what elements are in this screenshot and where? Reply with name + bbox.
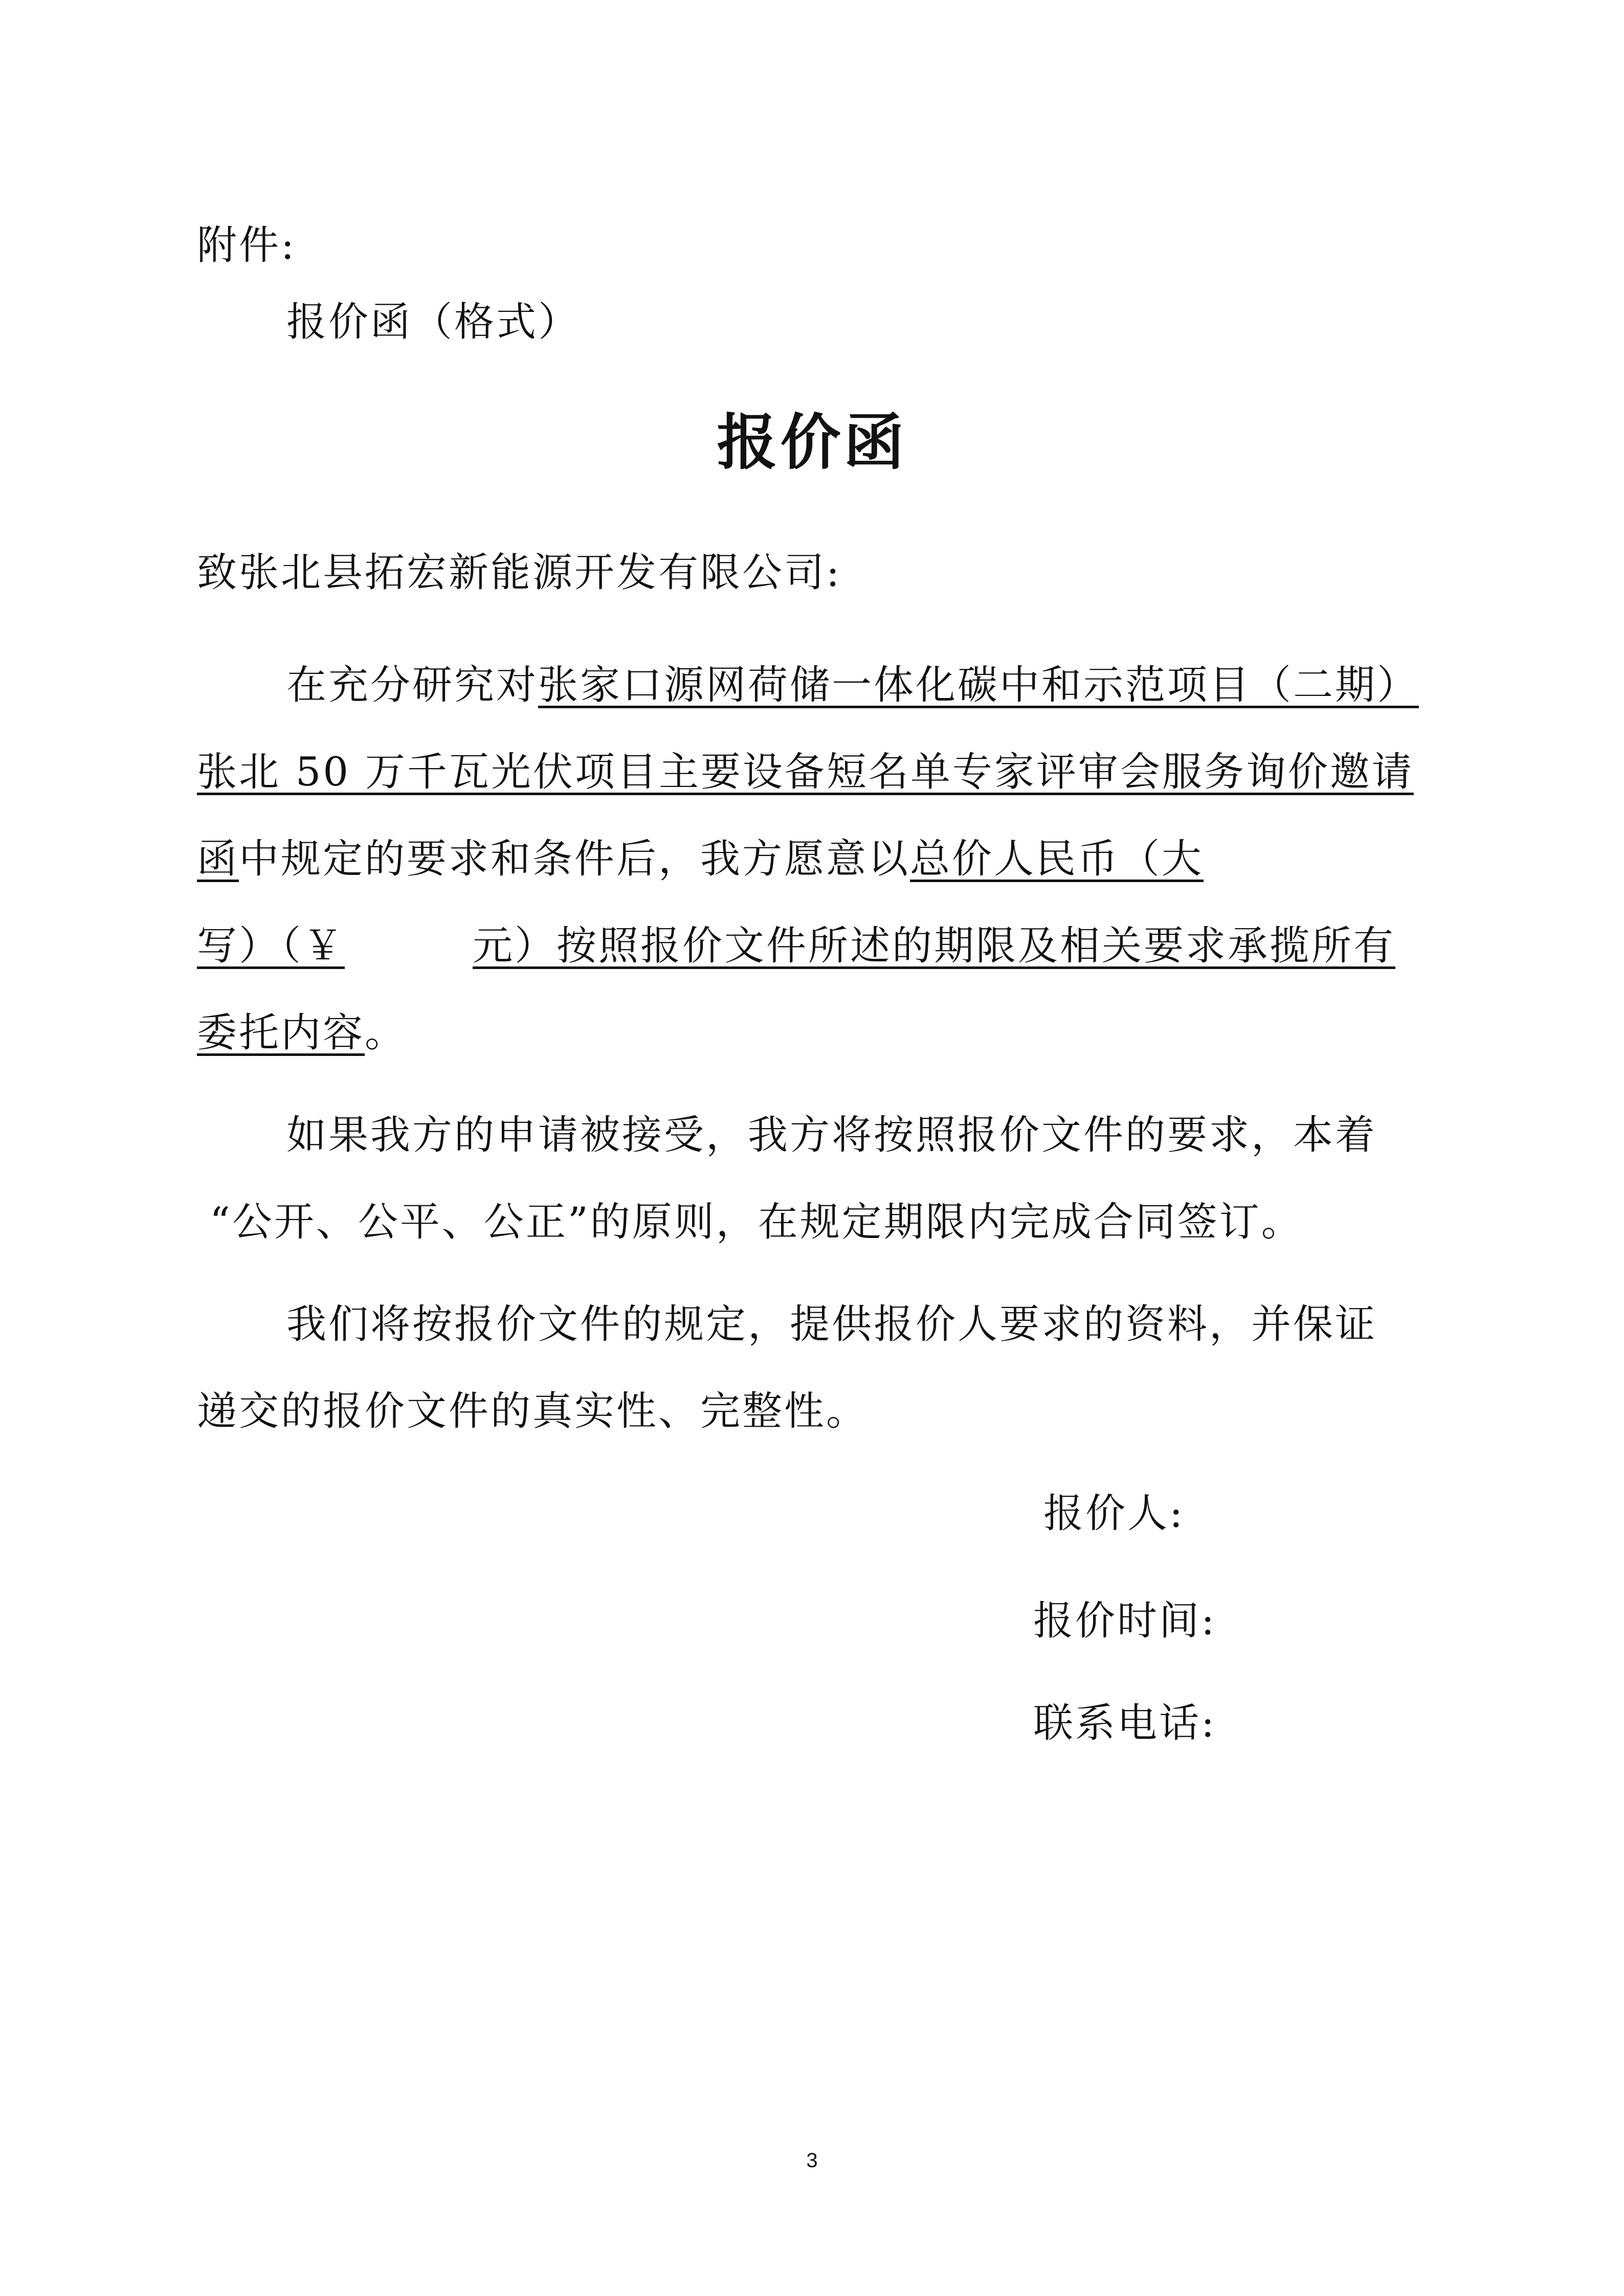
para2-line2: “公开、公平、公正”的原则，在规定期限内完成合同签订。 [210, 1199, 1303, 1245]
para1-line1 [286, 660, 1419, 711]
format-label: 报价函（格式） [286, 299, 581, 345]
para2-line1: 如果我方的申请被接受，我方将按照报价文件的要求，本着 [286, 1112, 1377, 1158]
scope-text: 委托内容 [197, 1010, 365, 1056]
addressee: 致张北县拓宏新能源开发有限公司: [197, 550, 842, 596]
para3-line1: 我们将按报价文件的规定，提供报价人要求的资料，并保证 [286, 1301, 1377, 1347]
project-name-part2: 张北 50 万千瓦光伏项目主要设备短名单专家评审会服务询价邀请 [197, 749, 1414, 795]
para1-line2 [197, 747, 1414, 798]
project-name-part3: 函 [197, 836, 239, 882]
contact-phone-label: 联系电话: [1033, 1700, 1217, 1746]
price-amount-field: 写）（￥ 元）按照报价文件所述的期限及相关要求承揽所有 [197, 923, 1396, 969]
para1-line1-lead: 在充分研究对 [286, 662, 539, 708]
para1-line4 [197, 920, 1395, 972]
period: 。 [365, 1010, 407, 1056]
project-name-part1: 张家口源网荷储一体化碳中和示范项目（二期） [538, 662, 1419, 708]
attachment-label: 附件: [197, 222, 297, 268]
quote-time-label: 报价时间: [1033, 1598, 1217, 1644]
para3-line2: 递交的报价文件的真实性、完整性。 [197, 1388, 869, 1434]
para1-line3 [197, 834, 1204, 885]
total-price-label: 总价人民币（大 [910, 836, 1204, 882]
para1-line3-middle: 中规定的要求和条件后，我方愿意以 [239, 836, 910, 882]
page-number: 3 [806, 2149, 818, 2172]
page-title: 报价函 [717, 407, 907, 478]
bidder-label: 报价人: [1043, 1491, 1185, 1537]
para1-line5 [197, 1007, 407, 1059]
